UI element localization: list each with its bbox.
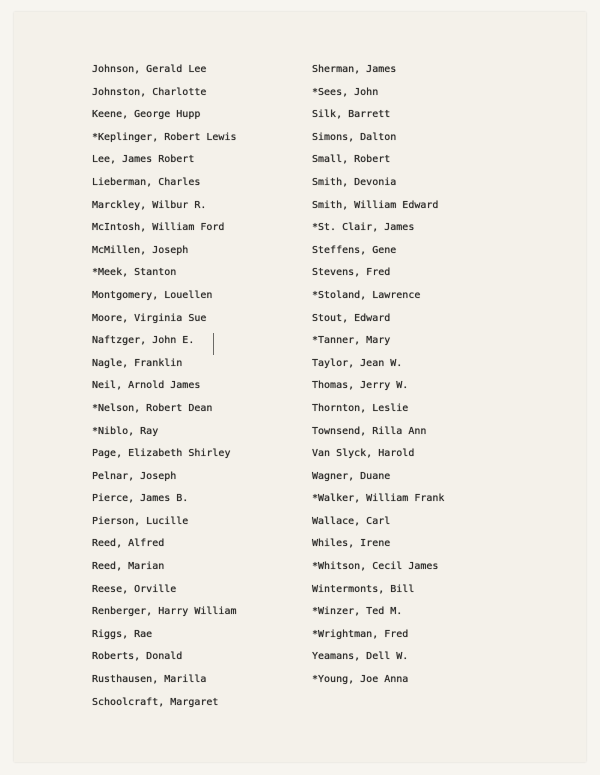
name-entry: Thornton, Leslie	[312, 402, 409, 414]
name-entry: Riggs, Rae	[92, 628, 153, 640]
name-entry: Naftzger, John E.	[92, 335, 195, 347]
name-entry: *Stoland, Lawrence	[312, 289, 421, 301]
name-entry: McMillen, Joseph	[92, 244, 189, 256]
name-entry: Page, Elizabeth Shirley	[92, 448, 231, 460]
name-entry: Reed, Alfred	[92, 538, 165, 550]
name-entry: Stout, Edward	[312, 312, 391, 324]
name-entry: Silk, Barrett	[312, 109, 391, 121]
name-entry: Pierce, James B.	[92, 493, 189, 505]
name-entry: Wallace, Carl	[312, 515, 391, 527]
name-entry: *Niblo, Ray	[92, 425, 159, 437]
name-entry: Taylor, Jean W.	[312, 357, 403, 369]
name-entry: Nagle, Franklin	[92, 357, 183, 369]
pencil-mark	[213, 333, 214, 355]
name-entry: Smith, Devonia	[312, 176, 397, 188]
name-entry: *Tanner, Mary	[312, 335, 391, 347]
name-entry: Lee, James Robert	[92, 154, 195, 166]
name-entry: *Meek, Stanton	[92, 267, 177, 279]
name-entry: Simons, Dalton	[312, 131, 397, 143]
name-entry: Roberts, Donald	[92, 651, 183, 663]
name-entry: Sherman, James	[312, 64, 397, 75]
name-entry: *Sees, John	[312, 86, 379, 98]
name-entry: *Nelson, Robert Dean	[92, 402, 213, 414]
name-entry: Neil, Arnold James	[92, 380, 201, 392]
name-entry: Wintermonts, Bill	[312, 583, 415, 595]
name-entry: Keene, George Hupp	[92, 109, 201, 121]
name-entry: Marckley, Wilbur R.	[92, 199, 207, 211]
name-entry: Townsend, Rilla Ann	[312, 425, 427, 437]
name-entry: Reed, Marian	[92, 561, 165, 573]
name-entry: Van Slyck, Harold	[312, 448, 415, 460]
name-entry: *Keplinger, Robert Lewis	[92, 131, 237, 143]
name-entry: *Young, Joe Anna	[312, 674, 409, 686]
name-list-left	[92, 59, 237, 714]
name-entry: Yeamans, Dell W.	[312, 651, 409, 663]
name-entry: *St. Clair, James	[312, 222, 415, 234]
name-entry: *Winzer, Ted M.	[312, 606, 403, 618]
name-entry: Rusthausen, Marilla	[92, 674, 207, 686]
name-entry: Schoolcraft, Margaret	[92, 696, 219, 708]
name-entry: Small, Robert	[312, 154, 391, 166]
name-entry: *Wrightman, Fred	[312, 628, 409, 640]
name-entry: Pelnar, Joseph	[92, 470, 177, 482]
name-entry: Renberger, Harry William	[92, 606, 237, 618]
name-entry: Thomas, Jerry W.	[312, 380, 409, 392]
name-list-right	[312, 59, 444, 692]
name-entry: Montgomery, Louellen	[92, 289, 213, 301]
name-entry: Whiles, Irene	[312, 538, 391, 550]
name-entry: *Walker, William Frank	[312, 493, 445, 505]
name-entry: Johnston, Charlotte	[92, 86, 207, 98]
name-entry: Wagner, Duane	[312, 470, 391, 482]
name-entry: Smith, William Edward	[312, 199, 439, 211]
name-entry: *Whitson, Cecil James	[312, 561, 439, 573]
name-entry: Moore, Virginia Sue	[92, 312, 207, 324]
name-entry: McIntosh, William Ford	[92, 222, 225, 234]
name-entry: Steffens, Gene	[312, 244, 397, 256]
name-entry: Pierson, Lucille	[92, 515, 189, 527]
name-entry: Johnson, Gerald Lee	[92, 64, 207, 75]
name-entry: Stevens, Fred	[312, 267, 391, 279]
name-entry: Reese, Orville	[92, 583, 177, 595]
name-entry: Lieberman, Charles	[92, 176, 201, 188]
